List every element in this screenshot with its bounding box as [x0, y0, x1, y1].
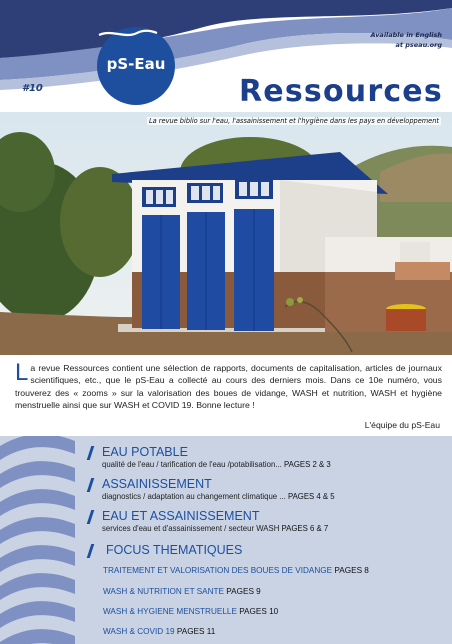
section-title: EAU POTABLE: [102, 445, 188, 459]
pseau-logo: [97, 27, 175, 105]
section-pages: PAGES 2 & 3: [284, 460, 331, 469]
section-pages: PAGES 4 & 5: [287, 492, 335, 501]
subtitle: La revue biblio sur l'eau, l'assainissement et l'hygiène dans les pays en développement: [149, 117, 440, 125]
section-desc: [102, 492, 335, 501]
logo-text: pS-Eau: [106, 55, 166, 73]
focus-item-covid[interactable]: [103, 627, 215, 636]
focus-pages: PAGES 10: [239, 607, 279, 616]
section-title: ASSAINISSEMENT: [102, 477, 212, 491]
section-desc: [102, 460, 331, 469]
available-line-1: Available in English: [370, 31, 442, 39]
focus-item-hygiene[interactable]: [103, 607, 278, 616]
table-of-contents: [0, 436, 452, 644]
cover-photo: [0, 112, 452, 355]
intro-paragraph: [15, 359, 442, 412]
section-desc-text: qualité de l'eau / tarification de l'eau /potabilisation...: [102, 460, 284, 469]
section-title: EAU ET ASSAINISSEMENT: [102, 509, 260, 523]
available-line-2: at pseau.org: [395, 41, 442, 49]
section-pages: PAGES 6 & 7: [281, 524, 329, 533]
section-desc-text: services d'eau et d'assainissement / secteur WASH: [102, 524, 282, 533]
page-title: Ressources: [239, 74, 443, 109]
header: [0, 0, 452, 120]
intro-signature: L'équipe du pS-Eau: [364, 420, 440, 430]
toc-focus-heading: [91, 543, 242, 557]
focus-item-boues[interactable]: [103, 566, 369, 575]
toc-section-assainissement[interactable]: [91, 477, 335, 501]
focus-label: WASH & HYGIENE MENSTRUELLE: [103, 607, 237, 616]
intro-text: a revue Ressources contient une sélection de rapports, documents de capitalisation, articles de journaux scientifiques, etc., que le pS-Eau a collecté au cours des derniers mois. Dans ce 10e numéro, vous trouverez des « zooms » sur la valorisation des boues de vidange, WASH et nutrition, WASH et hygiène menstruelle ainsi que sur WASH et COVID 19. Bonne lecture !: [15, 363, 442, 411]
issue-number: #10: [22, 83, 43, 94]
toc-section-eau-et-assainissement[interactable]: [91, 509, 328, 533]
focus-label: WASH & NUTRITION ET SANTE: [103, 587, 225, 596]
focus-pages: PAGES 11: [176, 627, 216, 636]
section-title: FOCUS THEMATIQUES: [106, 543, 243, 557]
section-desc-text: diagnostics / adaptation au changement climatique ...: [102, 492, 288, 501]
focus-pages: PAGES 9: [226, 587, 261, 596]
intro-dropcap: L: [15, 359, 29, 386]
focus-label: WASH & COVID 19: [103, 627, 175, 636]
logo-wave-icon: [97, 27, 159, 41]
section-desc: [102, 524, 328, 533]
focus-pages: PAGES 8: [334, 566, 369, 575]
toc-section-eau-potable[interactable]: [91, 445, 331, 469]
available-in-english[interactable]: [322, 30, 442, 50]
focus-label: TRAITEMENT ET VALORISATION DES BOUES DE VIDANGE: [103, 566, 333, 575]
focus-item-nutrition[interactable]: [103, 587, 261, 596]
